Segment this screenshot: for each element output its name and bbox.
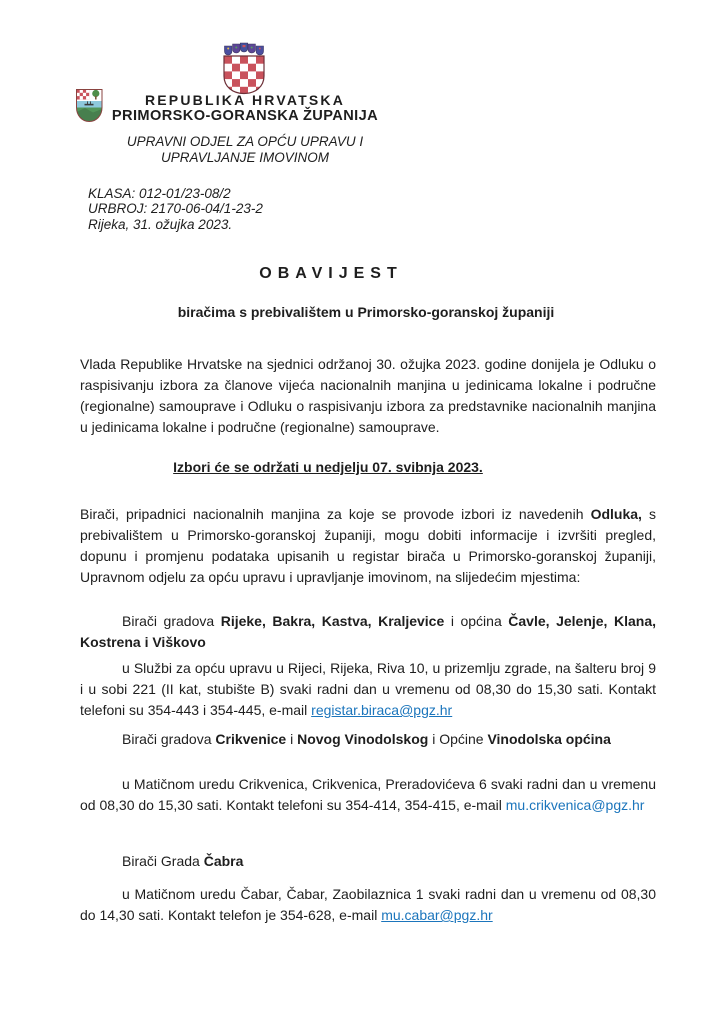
department-name-line1: UPRAVNI ODJEL ZA OPĆU UPRAVU I: [126, 133, 364, 149]
section-paragraph-rijeka: [80, 658, 656, 721]
email-link[interactable]: mu.crikvenica@pgz.hr: [505, 797, 645, 813]
section-heading-crikvenica: [80, 729, 656, 750]
text-run: Odluka,: [590, 506, 642, 522]
text-run: u Matičnom uredu Čabar, Čabar, Zaobilaznica 1 svaki radni dan u vremenu od 08,30 do 14,30 sati. Kontakt telefon je 354-628, e-mail: [80, 886, 656, 923]
info-paragraph: [80, 504, 656, 588]
republic-name: REPUBLIKA HRVATSKA: [144, 92, 346, 108]
letterhead: [25, 93, 465, 166]
text-run: Birači Grada: [122, 853, 204, 869]
text-run: Čavle, Jelenje, Klana, Kostrena i Viškovo: [80, 613, 657, 650]
email-link[interactable]: mu.cabar@pgz.hr: [381, 907, 493, 923]
intro-paragraph: Vlada Republike Hrvatske na sjednici održanoj 30. ožujka 2023. godine donijela je Odluku o raspisivanju izbora za članove vijeća nacionalnih manjina u jedinicama lokalne i područne (regionalne) samouprave i Odluku o raspisivanju izbora za predstavnike nacionalnih manjina u jedinicama lokalne i područne (regionalne) samouprave.: [80, 356, 656, 435]
county-name: PRIMORSKO-GORANSKA ŽUPANIJA: [111, 108, 379, 124]
section-heading-rijeka: [80, 611, 656, 653]
text-run: Birači gradova: [122, 731, 216, 747]
text-run: s prebivalištem u Primorsko-goranskoj županiji, mogu dobiti informacije i izvršiti pregled, dopunu i promjenu podataka upisanih u registar birača u Primorsko-goranskoj županiji, Upravnom odjelu za opću upravu i upravljanje imovinom, na slijedećim mjestima:: [80, 506, 656, 585]
text-run: Crikvenice: [215, 731, 287, 747]
klasa-line: KLASA: 012-01/23-08/2: [88, 186, 231, 201]
department-name-line2: UPRAVLJANJE IMOVINOM: [160, 149, 330, 165]
document-meta: [88, 186, 263, 232]
text-run: i: [286, 731, 298, 747]
text-run: Rijeke, Bakra, Kastva, Kraljevice: [220, 613, 445, 629]
urbroj-line: URBROJ: 2170-06-04/1-23-2: [88, 201, 263, 217]
document-subtitle: biračima s prebivalištem u Primorsko-goranskoj županiji: [177, 304, 555, 320]
section-heading-cabar: [80, 851, 656, 872]
text-run: u Službi za opću upravu u Rijeci, Rijeka, Riva 10, u prizemlju zgrade, na šalteru broj 9 i u sobi 221 (II kat, stubište B) svaki radni dan u vremenu od 08,30 do 15,30 sati. Kontakt telefoni su 354-443 i 354-445, e-mail: [80, 660, 656, 718]
place-date-line: Rijeka, 31. ožujka 2023.: [88, 216, 233, 232]
text-run: i Općine: [428, 731, 488, 747]
text-run: Vinodolska općina: [487, 731, 611, 747]
text-run: Čabra: [203, 853, 244, 869]
text-run: Birači gradova: [122, 613, 221, 629]
text-run: u Matičnom uredu Crikvenica, Crikvenica, Preradovićeva 6 svaki radni dan u vremenu od 08,30 do 15,30 sati. Kontakt telefoni su 354-414, 354-415, e-mail: [80, 776, 656, 813]
text-run: Birači, pripadnici nacionalnih manjina za koje se provode izbori iz navedenih: [80, 506, 591, 522]
section-paragraph-cabar: [80, 884, 656, 926]
text-run: i općina: [444, 613, 509, 629]
email-link[interactable]: registar.biraca@pgz.hr: [311, 702, 453, 718]
election-date-notice: Izbori će se održati u nedjelju 07. svibnja 2023.: [173, 459, 483, 475]
document-title: OBAVIJEST: [259, 265, 403, 282]
text-run: Novog Vinodolskog: [297, 731, 429, 747]
section-paragraph-crikvenica: [80, 774, 656, 816]
